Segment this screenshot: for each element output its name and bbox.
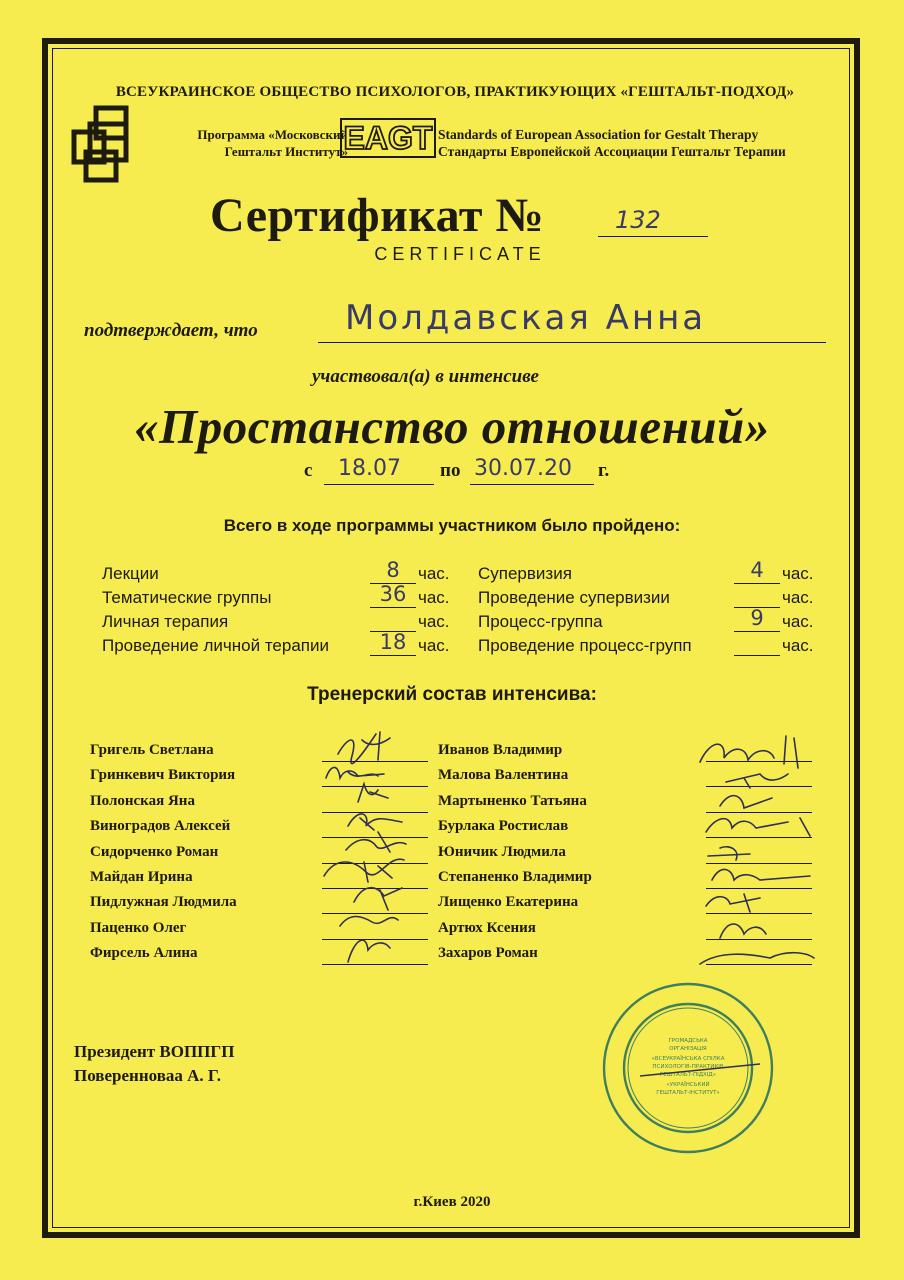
- hours-row: [478, 606, 838, 636]
- trainer-name: Иванов Владимир: [438, 742, 563, 758]
- course-title: «Простанство отношений»: [134, 399, 770, 454]
- right-signatures-scribble: [690, 728, 840, 978]
- hours-unit: час.: [418, 564, 450, 583]
- program-caption: Программа «Московский Гештальт Институт»: [197, 127, 348, 159]
- hours-row: [478, 588, 838, 612]
- eagt-logo-icon: [340, 118, 436, 158]
- hours-unit: час.: [782, 636, 814, 655]
- trainer-name: Мартыненко Татьяна: [438, 792, 587, 809]
- hours-value: 8: [386, 558, 400, 582]
- trainer-name: Фирсель Алина: [90, 945, 198, 962]
- hours-label: Тематические группы: [102, 588, 272, 607]
- hours-label: Проведение супервизии: [478, 588, 670, 607]
- svg-text:ПСИХОЛОГІВ-ПРАКТИКІВ: ПСИХОЛОГІВ-ПРАКТИКІВ: [652, 1064, 724, 1070]
- certificate-title: Сертификат №: [210, 189, 545, 242]
- date-from-label: с: [304, 460, 313, 481]
- trainer-name: Полонская Яна: [90, 792, 195, 809]
- hours-label: Личная терапия: [102, 612, 229, 631]
- trainer-name: Виноградов Алексей: [90, 818, 231, 835]
- hours-unit: час.: [782, 564, 814, 583]
- trainer-name: Майдан Ирина: [90, 868, 193, 885]
- confirms-label: подтверждает, что: [84, 320, 258, 341]
- date-from-value: 18.07: [338, 456, 401, 481]
- svg-text:«УКРАЇНСЬКИЙ: «УКРАЇНСЬКИЙ: [666, 1082, 710, 1088]
- trainer-name: Артюх Ксения: [438, 919, 536, 936]
- date-to-line: [470, 484, 594, 485]
- hours-label: Проведение личной терапии: [102, 636, 329, 655]
- hours-unit: час.: [782, 588, 814, 607]
- date-from-line: [324, 484, 434, 485]
- hours-unit: час.: [418, 588, 450, 607]
- dates-row: [0, 458, 904, 490]
- trainer-name: Степаненко Владимир: [438, 868, 592, 885]
- hours-value: 18: [379, 630, 407, 654]
- hours-unit: час.: [418, 636, 450, 655]
- trainers-title: Тренерский состав интенсива:: [307, 684, 597, 705]
- signatory-name: Поверенноваа А. Г.: [74, 1066, 222, 1085]
- hours-title: Всего в ходе программы участником было пройдено:: [223, 516, 681, 535]
- certificate-number: 132: [615, 206, 661, 234]
- svg-text:ГРОМАДСЬКА: ГРОМАДСЬКА: [668, 1038, 708, 1044]
- date-to-label: по: [440, 460, 461, 481]
- trainer-name: Юничик Людмила: [438, 843, 566, 860]
- hours-value: 9: [750, 606, 764, 630]
- svg-text:«ВСЕУКРАЇНСЬКА СПІЛКА: «ВСЕУКРАЇНСЬКА СПІЛКА: [651, 1056, 725, 1062]
- eagt-caption: Standards of European Association for Gestalt Therapy Стандарты Европейской Ассоциации Гештальт Терапии: [438, 127, 786, 159]
- trainer-name: Захаров Роман: [438, 945, 538, 962]
- hours-value: 4: [750, 558, 764, 582]
- year-suffix: г.: [598, 460, 610, 481]
- participated-label: участвовал(а) в интенсиве: [312, 366, 539, 387]
- official-stamp-icon: [600, 980, 776, 1156]
- hours-label: Лекции: [102, 564, 159, 583]
- eagt-logo-text: EAGT: [343, 120, 433, 156]
- trainer-name: Малова Валентина: [438, 767, 569, 784]
- hours-unit: час.: [418, 612, 450, 631]
- trainer-name: Гринкевич Виктория: [90, 767, 236, 784]
- left-signatures-scribble: [318, 726, 438, 976]
- svg-text:ОРГАНІЗАЦІЯ: ОРГАНІЗАЦІЯ: [669, 1046, 707, 1052]
- signatory-position: Президент ВОППГП: [74, 1042, 235, 1061]
- hours-label: Супервизия: [478, 564, 572, 583]
- date-to-value: 30.07.20: [474, 456, 572, 481]
- hours-row: [102, 582, 462, 612]
- city-year: г.Киев 2020: [413, 1194, 491, 1210]
- hours-label: Проведение процесс-групп: [478, 636, 692, 655]
- trainer-name: Сидорченко Роман: [90, 843, 219, 860]
- hours-row: [478, 636, 838, 660]
- organization-title: ВСЕУКРАИНСКОЕ ОБЩЕСТВО ПСИХОЛОГОВ, ПРАКТИКУЮЩИХ «ГЕШТАЛЬТ-ПОДХОД»: [115, 84, 795, 100]
- mgi-logo-icon: [70, 104, 150, 184]
- signatory-block: [74, 1040, 234, 1088]
- hours-row: [478, 558, 838, 588]
- svg-text:ГЕШТАЛЬТ-ПІДХІД»: ГЕШТАЛЬТ-ПІДХІД»: [659, 1072, 717, 1078]
- certificate-subtitle: CERTIFICATE: [374, 244, 546, 264]
- certificate-number-line: [598, 236, 708, 237]
- svg-text:ГЕШТАЛЬТ-ІНСТИТУТ»: ГЕШТАЛЬТ-ІНСТИТУТ»: [656, 1090, 720, 1096]
- trainer-name: Пидлужная Людмила: [90, 894, 237, 911]
- hours-unit: час.: [782, 612, 814, 631]
- hours-label: Процесс-группа: [478, 612, 603, 631]
- hours-row: [102, 630, 462, 660]
- trainer-name: Бурлака Ростислав: [438, 818, 569, 835]
- trainer-name: Паценко Олег: [90, 919, 187, 936]
- trainer-name: Лищенко Екатерина: [438, 894, 579, 911]
- hours-value: 36: [379, 582, 407, 606]
- recipient-name: Молдавская Анна: [345, 298, 707, 338]
- trainer-name: Григель Светлана: [90, 742, 214, 758]
- recipient-name-line: [318, 342, 826, 343]
